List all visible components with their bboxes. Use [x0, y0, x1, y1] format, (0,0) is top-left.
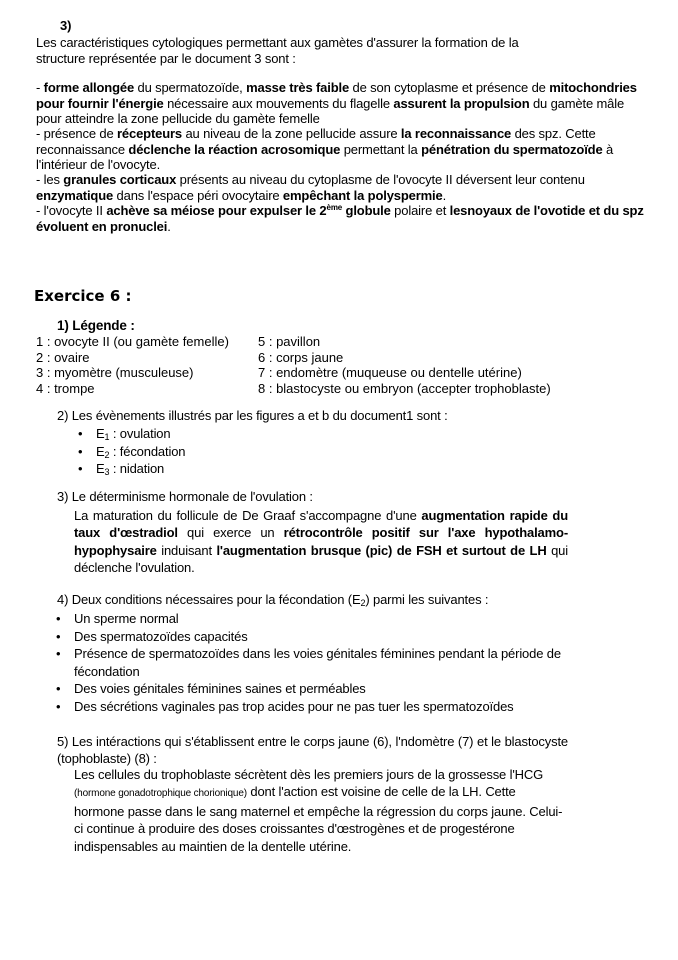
legend-item: 6 : corps jaune: [258, 349, 344, 365]
legend-right-column: [258, 334, 551, 397]
list-item: • Des spermatozoïdes capacités: [52, 628, 572, 646]
legend-item: 2 : ovaire: [36, 349, 90, 365]
legend-left-column: [36, 334, 229, 397]
list-item: • Des voies génitales féminines saines et perméables: [52, 680, 572, 698]
section-3-intro: Les caractéristiques cytologiques permettant aux gamètes d'assurer la formation de la structure représentée par le document 3 sont :: [36, 35, 519, 66]
events-list: [74, 425, 185, 478]
legend-item: 7 : endomètre (muqueuse ou dentelle utérine): [258, 365, 522, 381]
legend-item: 1 : ovocyte II (ou gamète femelle): [36, 334, 229, 349]
question-3-answer: La maturation du follicule de De Graaf s'accompagne d'une augmentation rapide du taux d'œstradiol qui exerce un rétrocontrôle positif sur l'axe hypothalamo-hypophysaire induisant l'augmentation brusque (pic) de FSH et surtout de LH qui déclenche l'ovulation.: [74, 508, 569, 576]
section-3-paragraph-3: - les granules corticaux présents au niveau du cytoplasme de l'ovocyte II déversent leur contenu enzymatique dans l'espace péri ovocytaire empêchant la polyspermie.: [36, 172, 585, 203]
conditions-list: [52, 610, 572, 715]
question-5-heading: 5) Les intéractions qui s'établissent entre le corps jaune (6), l'ndomètre (7) et le blastocyste (tophoblaste) (8) :: [57, 734, 568, 766]
list-item: • $E_3$ : nidation: [74, 460, 185, 478]
list-item: • $E_2$ : fécondation: [74, 443, 185, 461]
legend-item: 5 : pavillon: [258, 334, 321, 349]
list-item: • $E_1$ : ovulation: [74, 425, 185, 443]
exercise-title: Exercice 6 :: [34, 287, 132, 305]
legend-heading: 1) Légende :: [57, 318, 135, 333]
section-3-number: 3): [60, 18, 72, 33]
question-4-heading: 4) Deux conditions nécessaires pour la fécondation $(E_2)$ parmi les suivantes :: [57, 592, 489, 608]
legend-item: 4 : trompe: [36, 381, 95, 397]
legend-item: 8 : blastocyste ou embryon (accepter trophoblaste): [258, 381, 551, 397]
section-3-paragraph-1: - forme allongée du spermatozoïde, masse très faible de son cytoplasme et présence de mitochondries pour fournir l'énergie nécessaire aux mouvements du flagelle assurent la propulsion du gamète mâle pour atteindre la zone pellucide du gamète femelle: [36, 80, 637, 126]
list-item: • Des sécrétions vaginales pas trop acides pour ne pas tuer les spermatozoïdes: [52, 698, 572, 716]
question-3-heading: 3) Le déterminisme hormonale de l'ovulation :: [57, 489, 313, 504]
section-3-paragraph-4: - l'ovocyte II achève sa méiose pour expulser le 2ème globule polaire et lesnoyaux de l'ovotide et du spz évoluent en pronuclei.: [36, 203, 644, 234]
list-item: • Un sperme normal: [52, 610, 572, 628]
section-3-paragraph-2: - présence de récepteurs au niveau de la zone pellucide assure la reconnaissance des spz. Cette reconnaissance déclenche la réaction acrosomique permettant la pénétration du spermatozoïde à l'intérieur de l'ovocyte.: [36, 126, 614, 172]
list-item: • Présence de spermatozoïdes dans les voies génitales féminines pendant la période de fécondation: [52, 645, 572, 680]
question-2-heading: 2) Les évènements illustrés par les figures a et b du document1 sont :: [57, 408, 448, 423]
legend-item: 3 : myomètre (musculeuse): [36, 365, 194, 381]
question-5-answer: Les cellules du trophoblaste sécrètent dès les premiers jours de la grossesse l'HCG (hormone gonadotrophique chorionique) dont l'action est voisine de celle de la LH. Cette hormone passe dans le sang maternel et empêche la régression du corps jaune. Celui-ci continue à produire des doses croissantes d'œstrogènes et de progestérone indispensables au maintien de la dentelle utérine.: [74, 767, 563, 854]
